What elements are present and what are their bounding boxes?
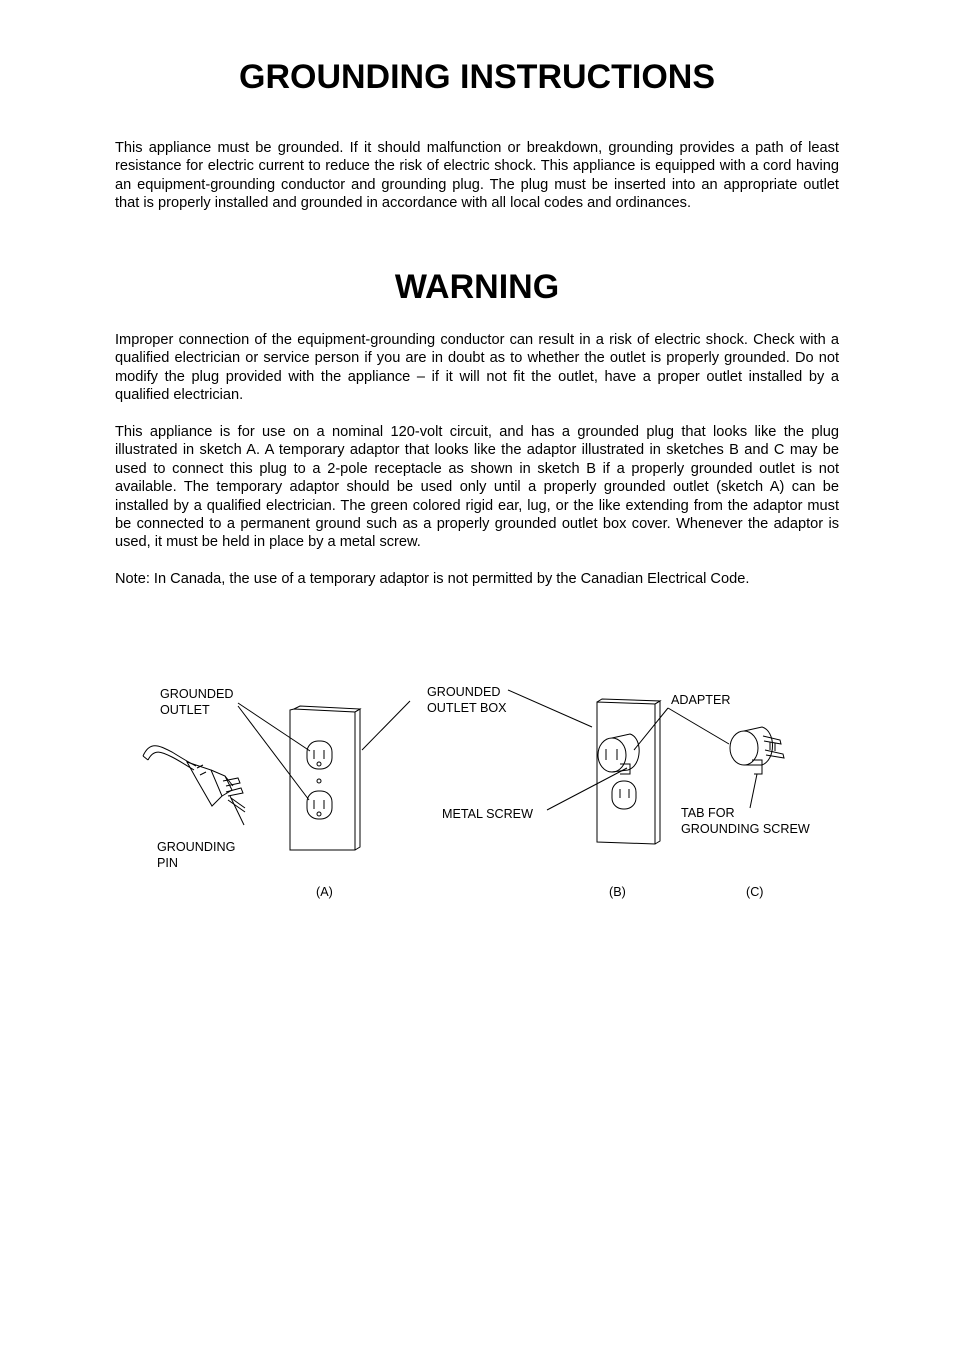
label-metal-screw: METAL SCREW <box>442 807 533 821</box>
warning-heading: WARNING <box>394 268 560 306</box>
caption-a: (A) <box>316 885 333 899</box>
grounded-plug-drawing <box>143 746 245 812</box>
label-adapter: ADAPTER <box>671 693 731 707</box>
caption-b: (B) <box>609 885 626 899</box>
warning-paragraph: Improper connection of the equipment-grounding conductor can result in a risk of electric shock. Check with a qualified electrician or service person if you are in doubt as to whether the outlet is properly grounded. Do not modify the plug provided with the appliance – if it will not fit the outlet, have a proper outlet installed by a qualified electrician. <box>115 332 839 404</box>
page-title: GROUNDING INSTRUCTIONS <box>239 58 715 96</box>
adapter-drawing-c <box>730 727 784 774</box>
caption-c: (C) <box>746 885 764 899</box>
label-grounding-pin: GROUNDING PIN <box>157 840 236 870</box>
outlet-plate-b <box>597 699 660 844</box>
intro-paragraph: This appliance must be grounded. If it should malfunction or breakdown, grounding provides a path of least resistance for electric current to reduce the risk of electric shock. This appliance is equipped with a cord having an equipment-grounding conductor and grounding plug. The plug must be inserted into an appropriate outlet that is properly installed and grounded in accordance with all local codes and ordinances. <box>115 140 839 212</box>
label-tab-for-grounding-screw: TAB FOR GROUNDING SCREW <box>681 806 810 836</box>
canada-note: Note: In Canada, the use of a temporary adaptor is not permitted by the Canadian Electrical Code. <box>115 571 750 587</box>
leader-lines-a <box>230 701 410 825</box>
usage-paragraph: This appliance is for use on a nominal 120-volt circuit, and has a grounded plug that looks like the plug illustrated in sketch A. A temporary adaptor that looks like the adaptor illustrated in sketches B and C may be used to connect this plug to a 2-pole receptacle as shown in sketch B if a properly grounded outlet is not available. The temporary adaptor should be used only until a properly grounded outlet (sketch A) can be installed by a qualified electrician. The green colored rigid ear, lug, or the like extending from the adaptor must be connected to a permanent ground such as a properly grounded outlet box cover. Whenever the adaptor is used, it must be held in place by a metal screw. <box>115 424 839 551</box>
outlet-plate-a <box>290 706 360 850</box>
grounding-diagram <box>0 600 954 920</box>
leader-lines-c <box>750 774 757 808</box>
leader-lines-b <box>508 690 729 810</box>
label-grounded-outlet-box: GROUNDED OUTLET BOX <box>427 685 507 715</box>
label-grounded-outlet: GROUNDED OUTLET <box>160 687 234 717</box>
